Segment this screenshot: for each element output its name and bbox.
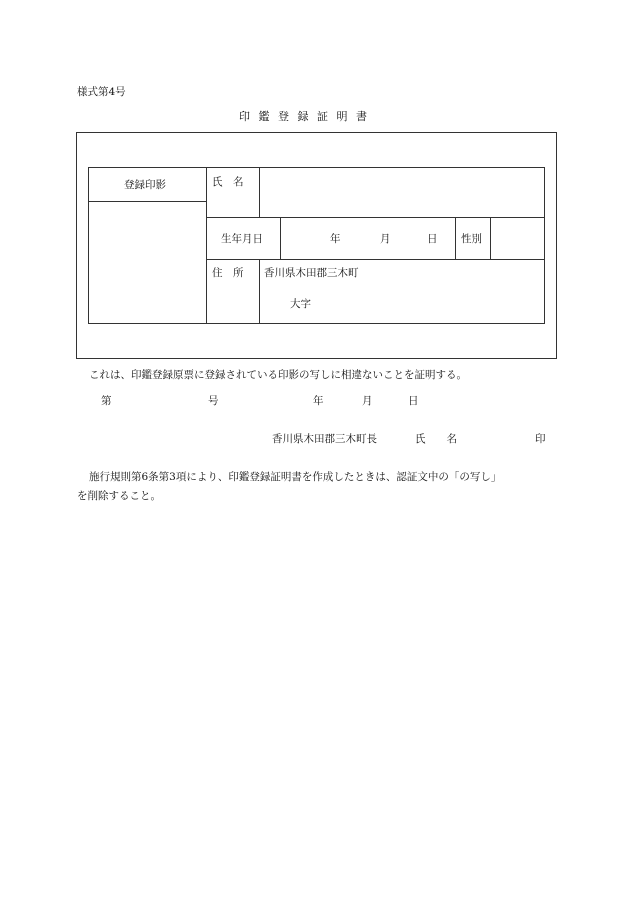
signer-title: 香川県木田郡三木町長 [272, 433, 377, 445]
seal-mark: 印 [535, 433, 546, 445]
table-divider [490, 217, 491, 260]
table-divider [259, 259, 260, 324]
birth-month: 月 [380, 233, 391, 245]
note-line-2: を削除すること。 [77, 490, 161, 502]
table-divider [88, 201, 206, 202]
table-divider [455, 217, 456, 260]
address-line-2: 大字 [290, 298, 311, 310]
form-number: 様式第4号 [77, 86, 126, 98]
signer-name-label: 氏 名 [415, 433, 457, 445]
table-divider [206, 259, 545, 260]
table-divider [206, 167, 207, 324]
table-divider [259, 167, 260, 218]
note-line-1: 施行規則第6条第3項により、印鑑登録証明書を作成したときは、認証文中の「の写し」 [89, 471, 502, 483]
issue-dai: 第 [101, 395, 112, 407]
table-divider [280, 217, 281, 260]
document-title: 印鑑登録証明書 [239, 110, 376, 123]
issue-day: 日 [408, 395, 419, 407]
address-label: 住 所 [212, 267, 244, 279]
address-line-1: 香川県木田郡三木町 [264, 267, 359, 279]
birth-day: 日 [427, 233, 438, 245]
table-divider [206, 217, 545, 218]
seal-label: 登録印影 [124, 179, 166, 191]
name-label: 氏 名 [212, 176, 244, 188]
issue-month: 月 [362, 395, 373, 407]
issue-go: 号 [208, 395, 219, 407]
issue-year: 年 [313, 395, 324, 407]
birth-year: 年 [330, 233, 341, 245]
certification-text: これは、印鑑登録原票に登録されている印影の写しに相違ないことを証明する。 [89, 369, 467, 381]
sex-label: 性別 [461, 233, 482, 245]
birth-label: 生年月日 [221, 233, 263, 245]
